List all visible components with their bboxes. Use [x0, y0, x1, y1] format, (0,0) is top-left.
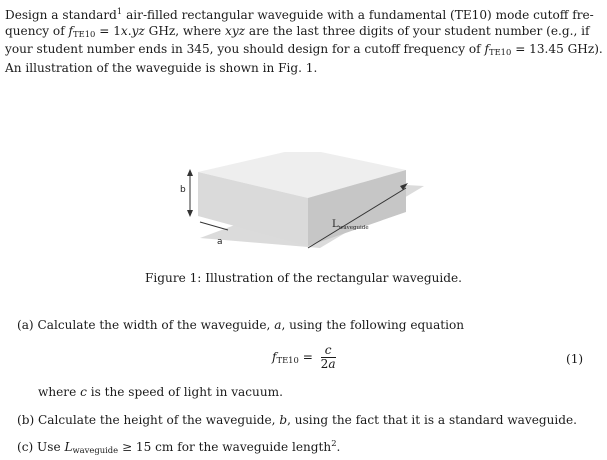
- equation-numerator: c: [321, 344, 336, 358]
- label-a: a: [217, 237, 223, 247]
- intro-line-4: An illustration of the waveguide is shown in Fig. 1.: [5, 60, 318, 75]
- intro-paragraph: [5, 4, 602, 76]
- equation-fraction: [321, 344, 336, 371]
- b-arrowhead-bottom: [187, 210, 193, 217]
- label-l-main: L: [332, 219, 339, 230]
- equation-1: $f_{TE10}$ = $\frac{c}{2a}$: [272, 343, 336, 371]
- intro-line-2: quency of $f_{TE10} = 1x.yz$ GHz, where xyz are the last three digits of your student number (e.g., if: [5, 23, 590, 39]
- intro-line-3: your student number ends in 345, you should design for a cutoff frequency of $f_{TE10} = 13.45$ GHz).: [5, 42, 603, 58]
- part-b: (b) Calculate the height of the waveguide, b, using the fact that it is a standard waveguide.: [17, 413, 578, 427]
- waveguide-illustration: [170, 152, 430, 252]
- figure-caption: Figure 1: Illustration of the rectangular waveguide.: [145, 271, 462, 285]
- part-c: (c) Use $L_{waveguide} \ge 15$ cm for the waveguide length$^2$.: [17, 438, 341, 455]
- equation-number: (1): [566, 352, 584, 366]
- a-dimension-arrow: [200, 222, 228, 230]
- label-l-sub: waveguide: [338, 225, 369, 231]
- equation-denominator: 2a: [320, 357, 336, 371]
- intro-line-1: Design a standard$^1$ air-filled rectangular waveguide with a fundamental (TE10) mode cutoff fre-: [5, 6, 594, 22]
- label-b: b: [180, 185, 186, 195]
- where-note: where c is the speed of light in vacuum.: [38, 385, 283, 399]
- part-a: (a) Calculate the width of the waveguide, a, using the following equation: [17, 318, 465, 332]
- b-arrowhead-top: [187, 169, 193, 176]
